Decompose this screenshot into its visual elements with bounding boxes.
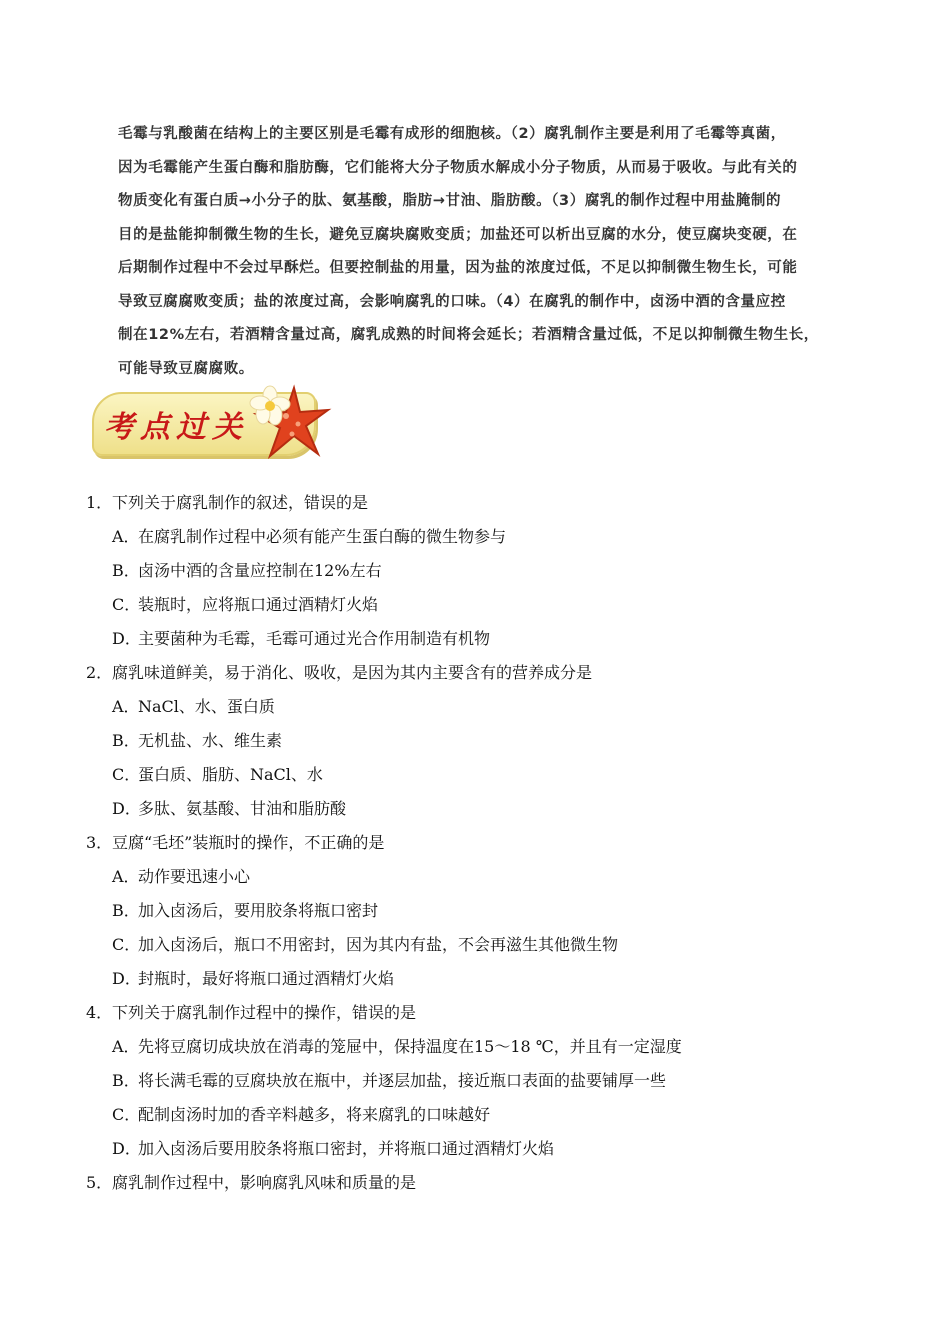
- option-key: A．: [112, 1037, 140, 1056]
- option-key: B．: [112, 901, 140, 920]
- option-text: 主要菌种为毛霉，毛霉可通过光合作用制造有机物: [138, 629, 491, 648]
- starfish-flower-icon: [236, 384, 336, 464]
- explanation-line: 物质变化有蛋白质→小分子的肽、氨基酸，脂肪→甘油、脂肪酸。（3）腐乳的制作过程中用盐腌制的: [118, 193, 782, 209]
- explanation-line: 因为毛霉能产生蛋白酶和脂肪酶，它们能将大分子物质水解成小分子物质，从而易于吸收。与此有关的: [118, 159, 798, 176]
- question-list: [86, 486, 886, 1200]
- option-key: A．: [112, 527, 140, 546]
- option-key: A．: [112, 867, 140, 886]
- option-c: [86, 1098, 886, 1132]
- option-key: B．: [112, 1071, 140, 1090]
- option-b: [86, 724, 886, 758]
- explanation-line: 目的是盐能抑制微生物的生长，避免豆腐块腐败变质；加盐还可以析出豆腐的水分，使豆腐块变硬，在: [118, 226, 798, 243]
- option-a: [86, 860, 886, 894]
- option-text: 无机盐、水、维生素: [138, 731, 283, 750]
- question-4: [86, 996, 886, 1166]
- question-stem: 腐乳制作过程中，影响腐乳风味和质量的是: [112, 1173, 417, 1192]
- question-number: 5．: [86, 1173, 113, 1192]
- section-banner: [86, 384, 338, 462]
- option-d: [86, 792, 886, 826]
- option-text: NaCl、水、蛋白质: [138, 697, 275, 716]
- question-stem: 下列关于腐乳制作过程中的操作，错误的是: [112, 1003, 417, 1022]
- question-5: [86, 1166, 886, 1200]
- explanation-line: 后期制作过程中不会过早酥烂。但要控制盐的用量，因为盐的浓度过低，不足以抑制微生物生长，可能: [118, 260, 798, 276]
- question-3: [86, 826, 886, 996]
- question-2: [86, 656, 886, 826]
- option-a: [86, 690, 886, 724]
- question-number: 4．: [86, 1003, 113, 1022]
- explanation-line: 制在12%左右，若酒精含量过高，腐乳成熟的时间将会延长；若酒精含量过低，不足以抑制微生物生长，: [118, 327, 819, 343]
- option-key: C．: [112, 1105, 141, 1124]
- question-stem: 豆腐“毛坯”装瓶时的操作，不正确的是: [112, 833, 385, 852]
- explanation-line: 毛霉与乳酸菌在结构上的主要区别是毛霉有成形的细胞核。（2）腐乳制作主要是利用了毛霉等真菌，: [118, 126, 786, 142]
- option-text: 封瓶时，最好将瓶口通过酒精灯火焰: [138, 969, 395, 988]
- question-number: 1．: [86, 493, 113, 512]
- question-stem: 下列关于腐乳制作的叙述，错误的是: [112, 493, 369, 512]
- option-key: D．: [112, 629, 141, 648]
- option-c: [86, 928, 886, 962]
- option-d: [86, 1132, 886, 1166]
- option-text: 将长满毛霉的豆腐块放在瓶中，并逐层加盐，接近瓶口表面的盐要铺厚一些: [138, 1071, 667, 1090]
- option-text: 加入卤汤后，要用胶条将瓶口密封: [138, 901, 379, 920]
- option-a: [86, 1030, 886, 1064]
- question-number: 2．: [86, 663, 113, 682]
- question-stem: 腐乳味道鲜美，易于消化、吸收，是因为其内主要含有的营养成分是: [112, 663, 593, 682]
- option-d: [86, 962, 886, 996]
- option-key: A．: [112, 697, 140, 716]
- option-key: C．: [112, 595, 141, 614]
- option-text: 加入卤汤后，瓶口不用密封，因为其内有盐，不会再滋生其他微生物: [138, 935, 619, 954]
- option-key: B．: [112, 561, 140, 580]
- explanation-line: 可能导致豆腐腐败。: [118, 360, 254, 377]
- option-a: [86, 520, 886, 554]
- question-number: 3．: [86, 833, 113, 852]
- explanation-line: 导致豆腐腐败变质；盐的浓度过高，会影响腐乳的口味。（4）在腐乳的制作中，卤汤中酒的含量应控: [118, 293, 786, 310]
- option-c: [86, 588, 886, 622]
- banner-title: 考点过关: [104, 410, 248, 445]
- option-key: D．: [112, 969, 141, 988]
- option-text: 动作要迅速小心: [138, 867, 251, 886]
- option-key: D．: [112, 799, 141, 818]
- option-b: [86, 554, 886, 588]
- option-text: 先将豆腐切成块放在消毒的笼屉中，保持温度在15～18 ℃，并且有一定湿度: [138, 1037, 682, 1056]
- option-key: D．: [112, 1139, 141, 1158]
- option-text: 卤汤中酒的含量应控制在12%左右: [138, 561, 382, 580]
- option-text: 蛋白质、脂肪、NaCl、水: [138, 765, 323, 784]
- option-text: 配制卤汤时加的香辛料越多，将来腐乳的口味越好: [138, 1105, 491, 1124]
- option-key: C．: [112, 935, 141, 954]
- question-1: [86, 486, 886, 656]
- option-c: [86, 758, 886, 792]
- option-text: 多肽、氨基酸、甘油和脂肪酸: [138, 799, 347, 818]
- explanation-text: [118, 118, 870, 386]
- option-key: B．: [112, 731, 140, 750]
- option-text: 装瓶时，应将瓶口通过酒精灯火焰: [138, 595, 379, 614]
- option-text: 加入卤汤后要用胶条将瓶口密封，并将瓶口通过酒精灯火焰: [138, 1139, 555, 1158]
- option-key: C．: [112, 765, 141, 784]
- option-b: [86, 1064, 886, 1098]
- option-text: 在腐乳制作过程中必须有能产生蛋白酶的微生物参与: [138, 527, 507, 546]
- option-d: [86, 622, 886, 656]
- option-b: [86, 894, 886, 928]
